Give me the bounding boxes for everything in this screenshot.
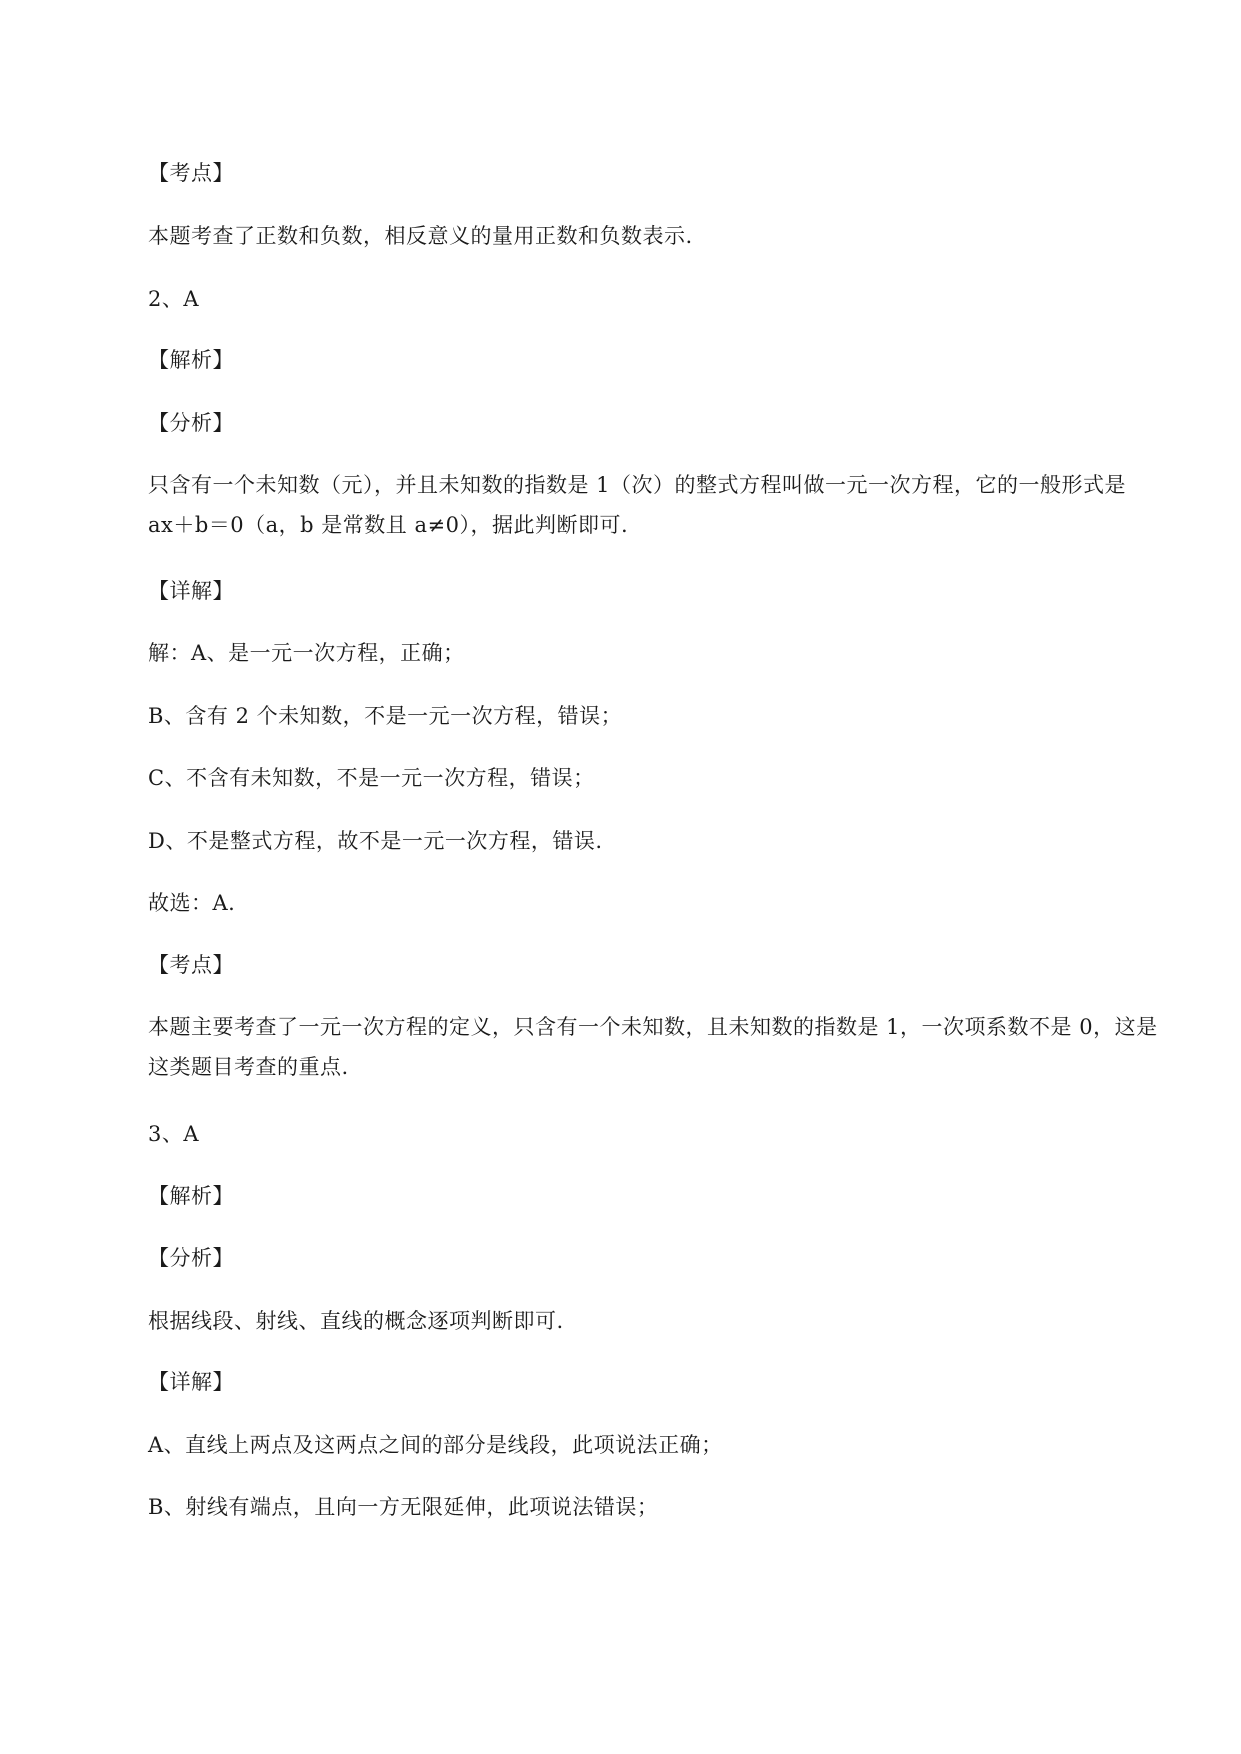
section-heading-xiangjie: 【详解】	[148, 1370, 234, 1394]
section-heading-jiexi: 【解析】	[148, 1184, 234, 1208]
paragraph-text: B、射线有端点，且向一方无限延伸，此项说法错误；	[148, 1495, 659, 1519]
section-heading-jiexi: 【解析】	[148, 348, 234, 372]
paragraph-text: 根据线段、射线、直线的概念逐项判断即可.	[148, 1309, 564, 1333]
paragraph-text: A、直线上两点及这两点之间的部分是线段，此项说法正确；	[148, 1433, 723, 1457]
paragraph-text: 解：A、是一元一次方程，正确；	[148, 641, 465, 665]
paragraph-text: B、含有 2 个未知数，不是一元一次方程，错误；	[148, 704, 623, 728]
paragraph-text: D、不是整式方程，故不是一元一次方程，错误.	[148, 829, 603, 853]
paragraph-text: 只含有一个未知数（元），并且未知数的指数是 1（次）的整式方程叫做一元一次方程，它的一般形式是 ax＋b＝0（a，b 是常数且 a≠0），据此判断即可.	[148, 473, 1127, 537]
question-answer: 3、A	[148, 1122, 200, 1146]
question-answer: 2、A	[148, 287, 200, 311]
section-heading-kaodian: 【考点】	[148, 953, 234, 977]
section-heading-kaodian: 【考点】	[148, 161, 234, 185]
section-heading-fenxi: 【分析】	[148, 1246, 234, 1270]
section-heading-xiangjie: 【详解】	[148, 579, 234, 603]
section-heading-fenxi: 【分析】	[148, 411, 234, 435]
paragraph-text: 本题主要考查了一元一次方程的定义，只含有一个未知数，且未知数的指数是 1，一次项系数不是 0，这是这类题目考查的重点.	[148, 1015, 1158, 1079]
paragraph-text: 故选：A.	[148, 891, 236, 915]
paragraph-text: 本题考查了正数和负数，相反意义的量用正数和负数表示.	[148, 224, 693, 248]
paragraph-text: C、不含有未知数，不是一元一次方程，错误；	[148, 766, 595, 790]
